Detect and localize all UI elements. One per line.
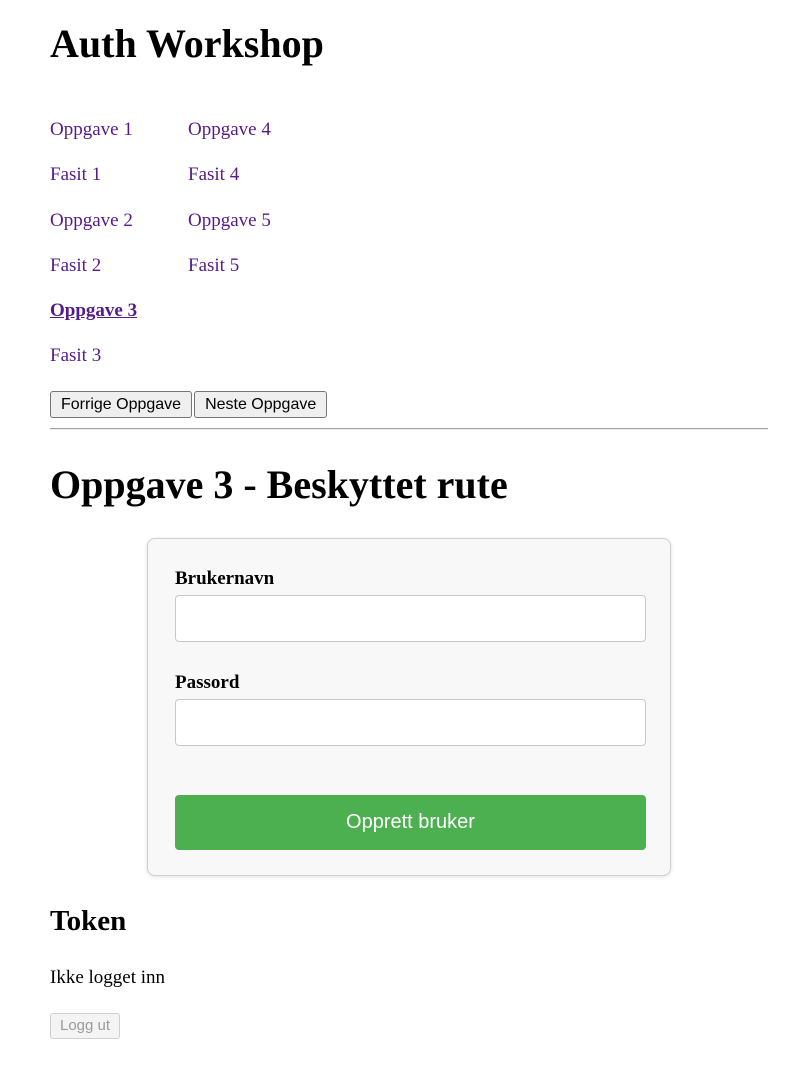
nav-link-fasit-2[interactable]: Fasit 2 xyxy=(50,254,102,276)
nav-link-fasit-4[interactable]: Fasit 4 xyxy=(188,164,240,186)
nav-link-oppgave-2[interactable]: Oppgave 2 xyxy=(50,209,133,231)
password-label: Passord xyxy=(175,672,240,693)
token-heading: Token xyxy=(50,905,127,937)
task-title: Oppgave 3 - Beskyttet rute xyxy=(50,462,508,507)
username-label: Brukernavn xyxy=(175,568,275,589)
app-title: Auth Workshop xyxy=(50,21,324,66)
login-status: Ikke logget inn xyxy=(50,967,166,988)
create-user-form xyxy=(147,538,671,876)
next-task-button[interactable]: Neste Oppgave xyxy=(194,391,327,418)
nav-link-oppgave-3[interactable]: Oppgave 3 xyxy=(50,300,138,322)
logout-button[interactable]: Logg ut xyxy=(50,1013,120,1039)
nav-column-2 xyxy=(188,116,271,297)
nav-link-oppgave-4[interactable]: Oppgave 4 xyxy=(188,119,271,140)
nav-link-fasit-1[interactable]: Fasit 1 xyxy=(50,164,102,186)
task-stepper xyxy=(50,391,327,418)
divider xyxy=(50,428,768,430)
create-user-button[interactable]: Opprett bruker xyxy=(175,795,646,850)
nav-link-fasit-5[interactable]: Fasit 5 xyxy=(188,254,240,276)
nav-link-oppgave-5[interactable]: Oppgave 5 xyxy=(188,209,271,231)
username-input[interactable] xyxy=(175,595,646,642)
nav-column-1 xyxy=(50,116,137,388)
previous-task-button[interactable]: Forrige Oppgave xyxy=(50,391,192,418)
nav-link-oppgave-1[interactable]: Oppgave 1 xyxy=(50,119,133,140)
nav-link-fasit-3[interactable]: Fasit 3 xyxy=(50,345,102,367)
password-input[interactable] xyxy=(175,699,646,746)
